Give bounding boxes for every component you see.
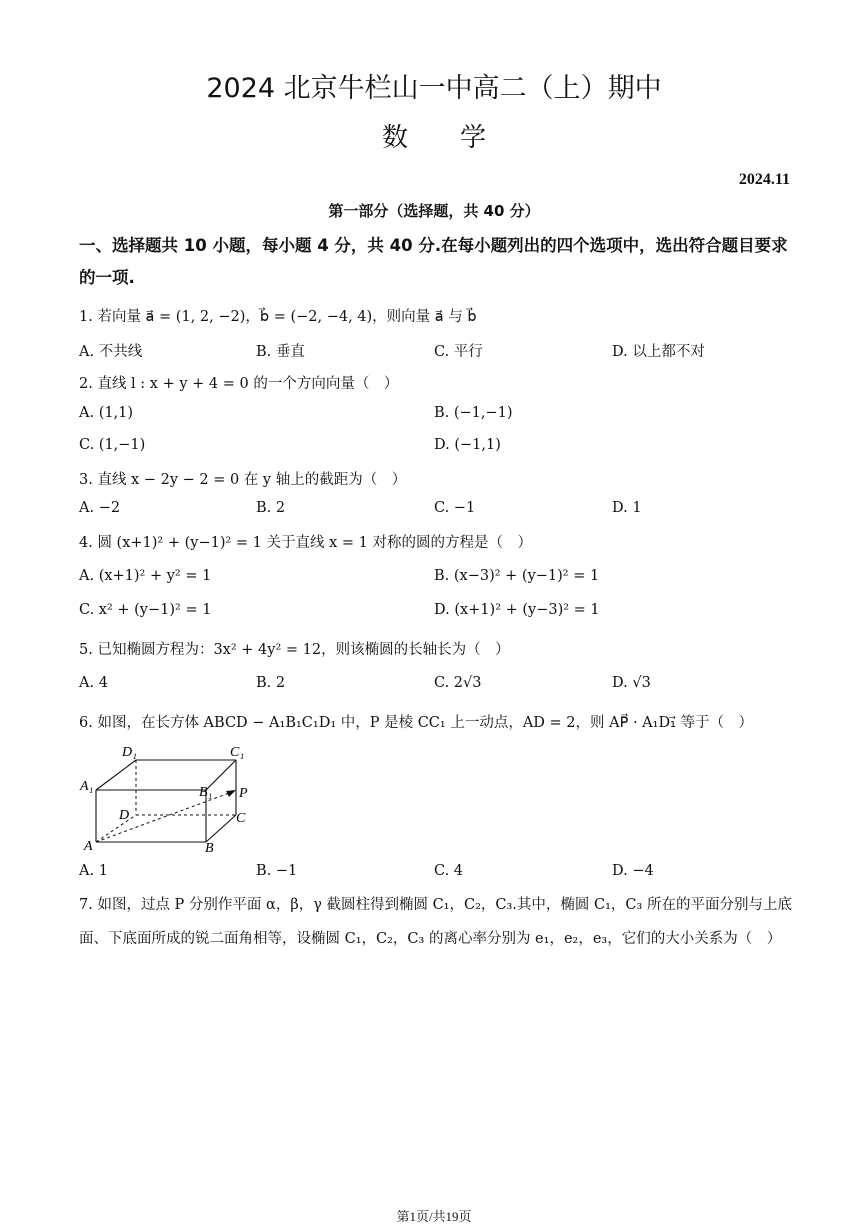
q1-option-a: A. 不共线 bbox=[79, 344, 143, 360]
label-p: P bbox=[239, 786, 248, 801]
label-b1: B₁ bbox=[199, 785, 213, 800]
exam-title: 2024 北京牛栏山一中高二（上）期中 bbox=[206, 73, 662, 104]
q4-option-a: A. (x+1)² + y² = 1 bbox=[79, 568, 212, 584]
question-6-stem: 6. 如图，在长方体 ABCD − A₁B₁C₁D₁ 中，P 是棱 CC₁ 上一动点，AD = 2，则 AP⃗ · A₁D₁⃗ 等于（ ） bbox=[79, 715, 753, 731]
label-b: B bbox=[205, 841, 214, 855]
q6-option-a: A. 1 bbox=[79, 863, 108, 879]
q3-option-b: B. 2 bbox=[256, 500, 286, 516]
page-footer: 第1页/共19页 bbox=[396, 1209, 472, 1224]
q1-option-b: B. 垂直 bbox=[256, 344, 305, 360]
q6-option-c: C. 4 bbox=[434, 863, 464, 879]
cuboid-figure bbox=[76, 740, 266, 855]
subject-title: 数 学 bbox=[381, 123, 486, 153]
question-5-stem: 5. 已知椭圆方程为：3x² + 4y² = 12，则该椭圆的长轴长为（ ） bbox=[79, 642, 510, 658]
q5-option-c: C. 2√3 bbox=[434, 675, 482, 691]
q2-option-b: B. (−1,−1) bbox=[434, 405, 513, 421]
q3-option-a: A. −2 bbox=[79, 500, 121, 516]
q4-option-d: D. (x+1)² + (y−3)² = 1 bbox=[434, 602, 600, 618]
question-2-stem: 2. 直线 l : x + y + 4 = 0 的一个方向向量（ ） bbox=[79, 376, 399, 392]
label-d1: D₁ bbox=[122, 745, 137, 760]
question-3-stem: 3. 直线 x − 2y − 2 = 0 在 y 轴上的截距为（ ） bbox=[79, 472, 407, 488]
label-c1: C₁ bbox=[230, 745, 245, 760]
question-4-stem: 4. 圆 (x+1)² + (y−1)² = 1 关于直线 x = 1 对称的圆的方程是（ ） bbox=[79, 535, 532, 551]
q2-option-c: C. (1,−1) bbox=[79, 437, 146, 453]
q3-option-c: C. −1 bbox=[434, 500, 476, 516]
q1-option-c: C. 平行 bbox=[434, 344, 483, 360]
question-7-stem: 7. 如图，过点 P 分别作平面 α，β，γ 截圆柱得到椭圆 C₁，C₂，C₃.其中，椭圆 C₁，C₃ 所在的平面分别与上底面、下底面所成的锐二面角相等，设椭圆 C₁，C₂，C₃ 的离心率分别为 e₁，e₂，e₃，它们的大小关系为（ ） bbox=[79, 897, 792, 947]
label-a: A bbox=[84, 839, 93, 854]
q5-option-d: D. √3 bbox=[612, 675, 651, 691]
q6-option-d: D. −4 bbox=[612, 863, 654, 879]
part-heading: 第一部分（选择题，共 40 分） bbox=[328, 202, 540, 220]
q4-option-b: B. (x−3)² + (y−1)² = 1 bbox=[434, 568, 600, 584]
q4-option-c: C. x² + (y−1)² = 1 bbox=[79, 602, 212, 618]
q1-option-d: D. 以上都不对 bbox=[612, 344, 705, 360]
q5-option-a: A. 4 bbox=[79, 675, 108, 691]
q5-option-b: B. 2 bbox=[256, 675, 286, 691]
section-instructions: 一、选择题共 10 小题，每小题 4 分，共 40 分.在每小题列出的四个选项中，选出符合题目要求的一项. bbox=[79, 236, 788, 287]
q3-option-d: D. 1 bbox=[612, 500, 642, 516]
question-1-stem: 1. 若向量 a⃗ = (1, 2, −2)，b⃗ = (−2, −4, 4)，则向量 a⃗ 与 b⃗ bbox=[79, 309, 477, 325]
q2-option-a: A. (1,1) bbox=[79, 405, 134, 421]
q2-option-d: D. (−1,1) bbox=[434, 437, 501, 453]
label-c: C bbox=[236, 811, 246, 826]
label-d: D bbox=[119, 808, 130, 823]
exam-date: 2024.11 bbox=[738, 171, 790, 188]
label-a1: A₁ bbox=[80, 779, 94, 794]
q6-option-b: B. −1 bbox=[256, 863, 298, 879]
